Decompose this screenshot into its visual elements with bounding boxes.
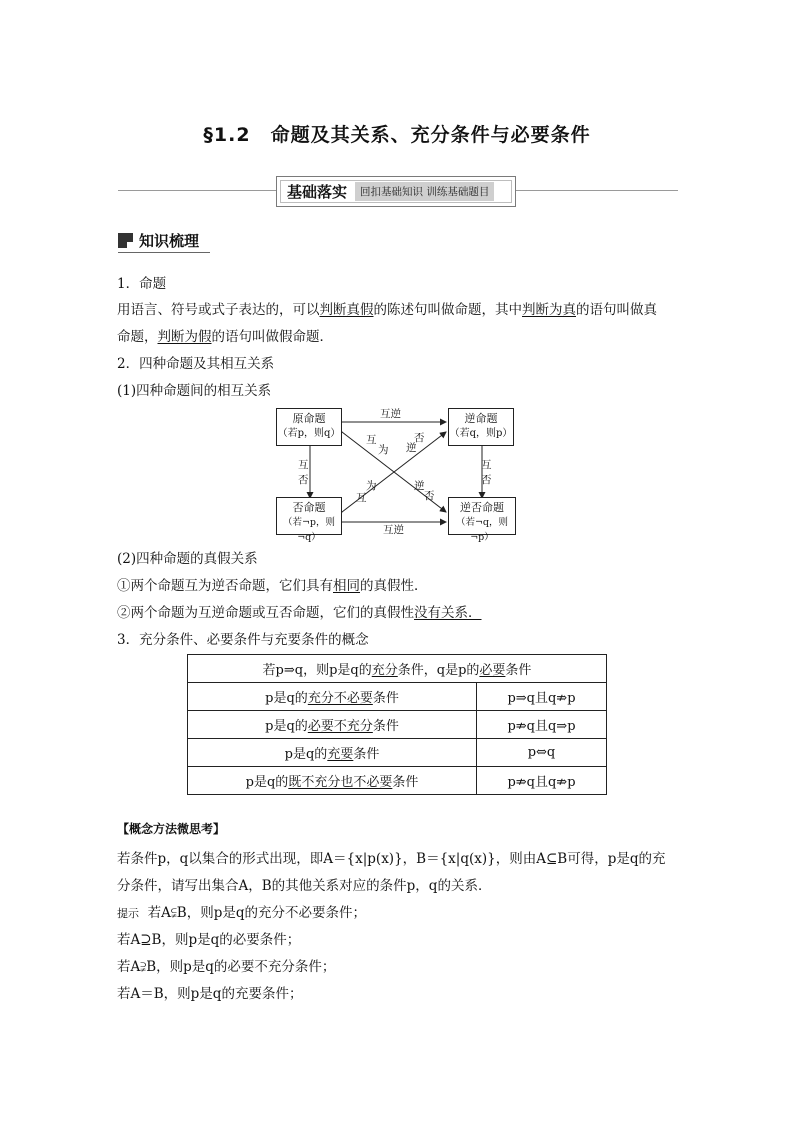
condition-cell: p是q的充分不必要条件: [188, 683, 477, 711]
square-bullet-icon: [118, 233, 133, 248]
table-header-row: [188, 655, 607, 683]
item-3-heading: 3．充分条件、必要条件与充要条件的概念: [117, 632, 369, 648]
truth-rule-1: ①两个命题互为逆否命题，它们具有相同的真假性．: [117, 578, 428, 594]
label-top-converse: 互逆: [380, 408, 401, 420]
think-question-line-1: 若条件p，q以集合的形式出现，即A＝{x|p(x)}，B＝{x|q(x)}，则由A⊆B可得，p是q的充: [117, 851, 666, 867]
banner-rule-right: [516, 190, 678, 191]
relation-cell: p⇒q且q⇏p: [477, 683, 607, 711]
hint-line-3: 若A⫌B，则p是q的必要不充分条件；: [117, 959, 336, 975]
proposition-definition-line-2: 命题，判断为假的语句叫做假命题．: [117, 329, 333, 345]
box-converse-proposition: 逆命题 （若q，则p）: [448, 408, 514, 446]
label-diag1-fou: 否: [414, 432, 425, 444]
table-row: [188, 739, 607, 767]
table-row: [188, 683, 607, 711]
condition-cell: p是q的既不充分也不必要条件: [188, 767, 477, 795]
truth-subheading: (2)四种命题的真假关系: [117, 551, 258, 567]
relation-cell: p⇏q且q⇏p: [477, 767, 607, 795]
think-heading: 【概念方法微思考】: [117, 822, 226, 836]
conditions-table: [187, 654, 607, 795]
label-diag2-hu: 互: [356, 492, 367, 504]
label-diag1-wei: 为: [378, 444, 389, 456]
label-diag2-ni: 逆: [414, 480, 425, 492]
label-right-inverse: 互 否: [481, 459, 492, 486]
item-2-heading: 2．四种命题及其相互关系: [117, 356, 275, 372]
label-bottom-converse: 互逆: [383, 524, 404, 536]
table-header-cell: 若p⇒q，则p是q的充分条件，q是p的必要条件: [188, 655, 607, 683]
item-1-heading: 1．命题: [117, 276, 167, 292]
relations-subheading: (1)四种命题间的相互关系: [117, 383, 272, 399]
knowledge-section-heading: [118, 228, 210, 253]
relation-cell: p⇔q: [477, 739, 607, 767]
label-left-inverse: 互 否: [298, 459, 309, 486]
condition-cell: p是q的必要不充分条件: [188, 711, 477, 739]
label-diag2-fou: 否: [424, 490, 435, 502]
banner-rule-left: [118, 190, 276, 191]
table-row: [188, 767, 607, 795]
condition-cell: p是q的充要条件: [188, 739, 477, 767]
banner-main-label: 基础落实: [287, 183, 348, 201]
label-diag2-wei: 为: [366, 480, 377, 492]
think-question-line-2: 分条件，请写出集合A，B的其他关系对应的条件p，q的关系．: [117, 878, 492, 894]
banner-sub-label: 回扣基础知识 训练基础题目: [355, 182, 494, 201]
table-row: [188, 711, 607, 739]
proposition-definition-line-1: 用语言、符号或式子表达的，可以判断真假的陈述句叫做命题，其中判断为真的语句叫做真: [117, 302, 657, 318]
section-banner: [276, 176, 516, 207]
label-diag1-ni: 逆: [406, 442, 417, 454]
relation-cell: p⇏q且q⇒p: [477, 711, 607, 739]
truth-rule-2: ②两个命题为互逆命题或互否命题，它们的真假性没有关系．: [117, 605, 482, 621]
hint-line-2: 若A⊇B，则p是q的必要条件；: [117, 932, 301, 948]
label-diag1-hu: 互: [366, 434, 377, 446]
hint-line-4: 若A＝B，则p是q的充要条件；: [117, 986, 303, 1002]
box-original-proposition: 原命题 （若p，则q）: [276, 408, 342, 446]
box-contrapositive-proposition: 逆否命题 （若¬q，则¬p）: [448, 497, 516, 535]
box-inverse-proposition: 否命题 （若¬p，则¬q）: [276, 497, 342, 535]
section-heading-text: 知识梳理: [139, 231, 200, 250]
page-title: §1.2 命题及其关系、充分条件与必要条件: [203, 124, 591, 146]
hint-line-1: 提示 若A⫋B，则p是q的充分不必要条件；: [117, 905, 366, 921]
